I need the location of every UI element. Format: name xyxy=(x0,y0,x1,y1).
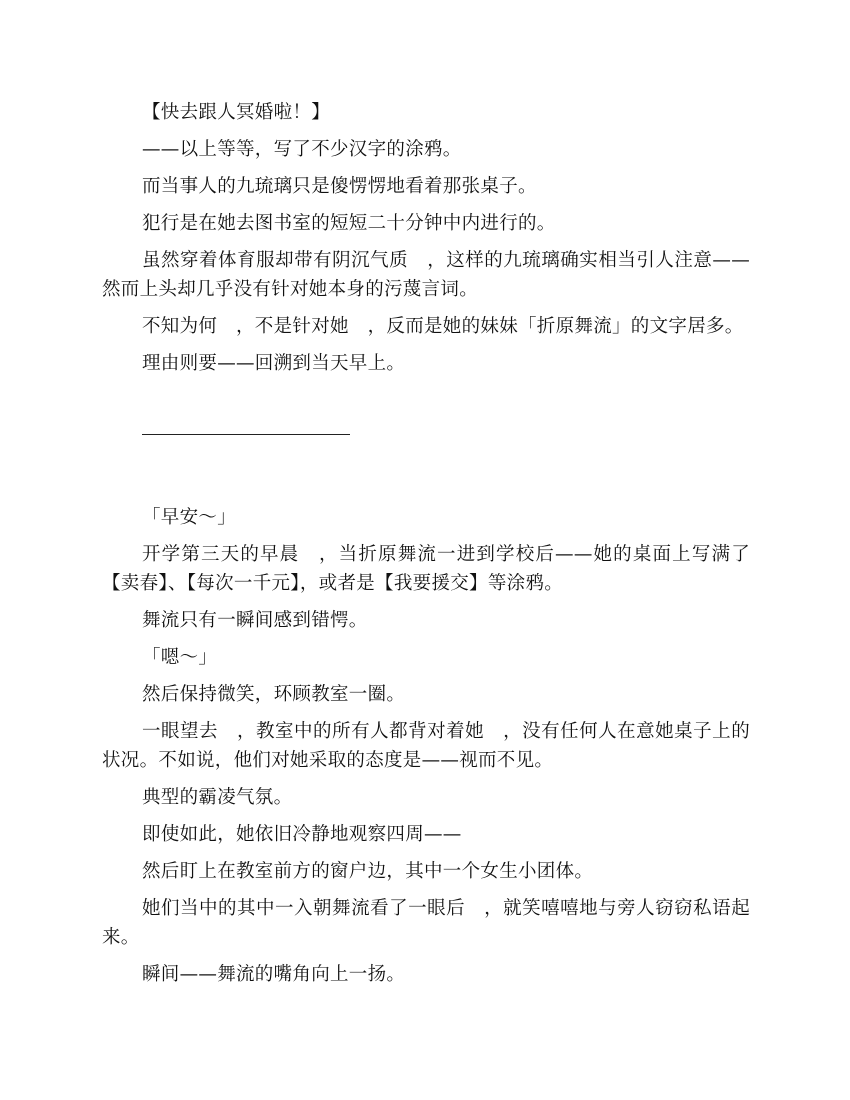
paragraph: 一眼望去 ，教室中的所有人都背对着她 ，没有任何人在意她桌子上的状况。不如说，他们对她采取的态度是——视而不见。 xyxy=(102,721,750,771)
paragraph: 理由则要——回溯到当天早上。 xyxy=(142,353,406,374)
paragraph: 即使如此，她依旧冷静地观察四周—— xyxy=(142,824,462,845)
paragraph: 然后盯上在教室前方的窗户边，其中一个女生小团体。 xyxy=(142,861,594,882)
paragraph: 【快去跟人冥婚啦！】 xyxy=(142,102,331,123)
paragraph: 瞬间——舞流的嘴角向上一扬。 xyxy=(142,964,406,985)
paragraph: 然后保持微笑，环顾教室一圈。 xyxy=(142,684,406,705)
paragraph: 犯行是在她去图书室的短短二十分钟中内进行的。 xyxy=(142,213,556,234)
paragraph: 舞流只有一瞬间感到错愕。 xyxy=(142,610,368,631)
section-divider xyxy=(102,414,750,443)
paragraph: 典型的霸凌气氛。 xyxy=(142,787,293,808)
paragraph: 「早安～」 xyxy=(142,507,237,528)
paragraph: 不知为何 ，不是针对她 ，反而是她的妹妹「折原舞流」的文字居多。 xyxy=(142,316,744,337)
document-page xyxy=(102,98,750,989)
paragraph: 「嗯～」 xyxy=(142,647,218,668)
divider-line xyxy=(142,434,350,435)
paragraph: 开学第三天的早晨 ，当折原舞流一进到学校后——她的桌面上写满了【卖春】、【每次一千元】，或者是【我要援交】等涂鸦。 xyxy=(102,544,750,594)
paragraph: ——以上等等，写了不少汉字的涂鸦。 xyxy=(142,139,462,160)
paragraph: 虽然穿着体育服却带有阴沉气质 ，这样的九琉璃确实相当引人注意——然而上头却几乎没有针对她本身的污蔑言词。 xyxy=(102,250,750,300)
paragraph: 她们当中的其中一入朝舞流看了一眼后 ，就笑嘻嘻地与旁人窃窃私语起来。 xyxy=(102,898,750,948)
paragraph: 而当事人的九琉璃只是傻愣愣地看着那张桌子。 xyxy=(142,176,537,197)
